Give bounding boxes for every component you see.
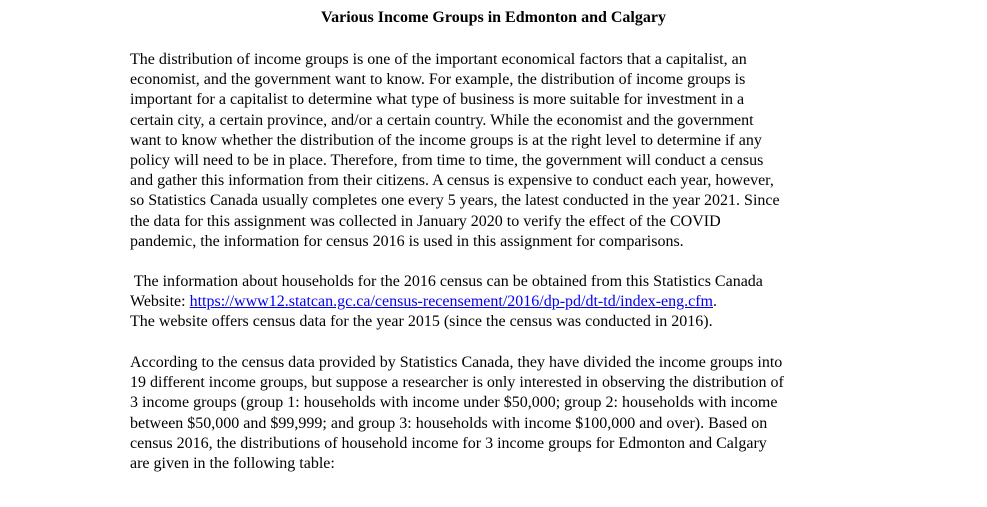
paragraph-line: census 2016, the distributions of household income for 3 income groups for Edmonton and Calgary <box>130 434 767 452</box>
paragraph-line: important for a capitalist to determine what type of business is more suitable for investment in a <box>130 91 745 109</box>
paragraph-line: The information about households for the 2016 census can be obtained from this Statistics Canada <box>130 273 763 290</box>
paragraph-line: economist, and the government want to know. For example, the distribution of income groups is <box>130 71 746 89</box>
paragraph-line: are given in the following table: <box>130 455 335 473</box>
paragraph-line: certain city, a certain province, and/or a certain country. While the economist and the government <box>130 111 754 129</box>
document-title: Various Income Groups in Edmonton and Calgary <box>321 9 666 26</box>
paragraph-line: pandemic, the information for census 2016 is used in this assignment for comparisons. <box>130 232 684 250</box>
paragraph-line: the data for this assignment was collected in January 2020 to verify the effect of the COVID <box>130 212 721 230</box>
income-groups-paragraph <box>130 353 870 474</box>
paragraph-line: want to know whether the distribution of the income groups is at the right level to determine if any <box>130 131 762 149</box>
paragraph-line: 19 different income groups, but suppose a researcher is only interested in observing the distribution of <box>130 374 784 392</box>
paragraph-line: According to the census data provided by Statistics Canada, they have divided the income groups into <box>130 354 783 371</box>
paragraph-line: between $50,000 and $99,999; and group 3: households with income $100,000 and over). Based on <box>130 414 768 432</box>
website-line <box>130 292 870 312</box>
statcan-census-link[interactable]: https://www12.statcan.gc.ca/census-recensement/2016/dp-pd/dt-td/index-eng.cfm <box>189 293 713 311</box>
link-period: . <box>713 293 717 311</box>
intro-paragraph <box>130 50 870 252</box>
paragraph-line: The website offers census data for the year 2015 (since the census was conducted in 2016). <box>130 313 713 331</box>
paragraph-line: and gather this information from their citizens. A census is expensive to conduct each year, however, <box>130 172 774 190</box>
paragraph-line: so Statistics Canada usually completes one every 5 years, the latest conducted in the year 2021. Since <box>130 192 780 210</box>
website-label: Website: <box>130 293 190 311</box>
paragraph-line: policy will need to be in place. Therefore, from time to time, the government will conduct a census <box>130 152 764 170</box>
paragraph-line: The distribution of income groups is one of the important economical factors that a capitalist, an <box>130 51 747 68</box>
census-source-paragraph <box>130 272 870 333</box>
paragraph-line: 3 income groups (group 1: households with income under $50,000; group 2: households with income <box>130 394 778 412</box>
